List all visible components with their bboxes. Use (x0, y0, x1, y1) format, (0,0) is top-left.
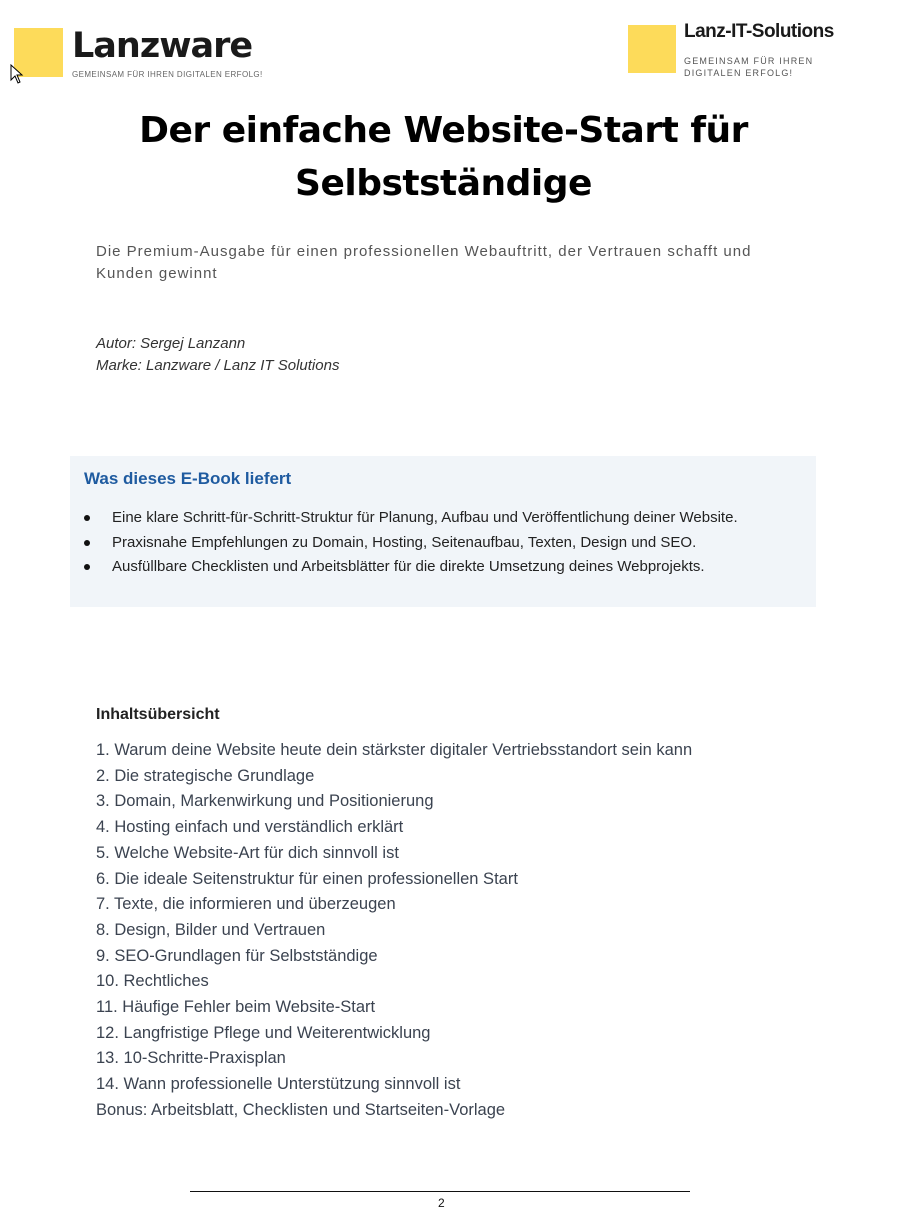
highlight-heading: Was dieses E-Book liefert (84, 469, 292, 488)
highlight-list (84, 506, 738, 580)
toc-item: 1. Warum deine Website heute dein stärkster digitaler Vertriebsstandort sein kann (96, 741, 693, 759)
toc-item: 10. Rechtliches (96, 972, 209, 991)
list-item (84, 555, 738, 580)
list-item (84, 506, 738, 531)
author-meta (96, 333, 339, 377)
table-of-contents (96, 738, 692, 1124)
bullet-icon (84, 540, 90, 546)
toc-item: 11. Häufige Fehler beim Website-Start (96, 998, 376, 1017)
toc-item: 14. Wann professionelle Unterstützung sinnvoll ist (96, 1075, 461, 1094)
subtitle: Die Premium-Ausgabe für einen professionellen Webauftritt, der Vertrauen schafft und Kunden gewinnt (96, 243, 752, 282)
logo-name: Lanzware (72, 26, 253, 66)
logo-square (628, 25, 676, 73)
toc-item: 4. Hosting einfach und verständlich erklärt (96, 818, 404, 837)
mouse-cursor-icon (10, 64, 24, 84)
toc-item: Bonus: Arbeitsblatt, Checklisten und Startseiten-Vorlage (96, 1100, 506, 1119)
toc-item: 2. Die strategische Grundlage (96, 766, 315, 785)
toc-item: 12. Langfristige Pflege und Weiterentwicklung (96, 1023, 431, 1042)
bullet-icon (84, 564, 90, 570)
toc-item: 7. Texte, die informieren und überzeugen (96, 895, 396, 914)
highlight-box (70, 456, 816, 607)
logo-tagline: GEMEINSAM FÜR IHREN DIGITALEN ERFOLG! (684, 56, 814, 78)
author: Autor: Sergej Lanzann (96, 335, 246, 352)
toc-item: 13. 10-Schritte-Praxisplan (96, 1049, 286, 1068)
list-item (84, 531, 738, 556)
logo-name: Lanz-IT-Solutions (684, 21, 834, 42)
toc-heading: Inhaltsübersicht (96, 706, 220, 723)
page-title: Der einfache Website-Start für Selbstständige (139, 110, 748, 204)
footer-divider (190, 1191, 690, 1192)
toc-item: 8. Design, Bilder und Vertrauen (96, 920, 326, 939)
brand: Marke: Lanzware / Lanz IT Solutions (96, 357, 340, 374)
bullet-icon (84, 515, 90, 521)
toc-item: 9. SEO-Grundlagen für Selbstständige (96, 946, 378, 965)
list-item-text: Praxisnahe Empfehlungen zu Domain, Hosting, Seitenaufbau, Texten, Design und SEO. (112, 533, 697, 551)
toc-item: 6. Die ideale Seitenstruktur für einen professionellen Start (96, 869, 518, 888)
toc-item: 5. Welche Website-Art für dich sinnvoll ist (96, 843, 399, 862)
logo-tagline: GEMEINSAM FÜR IHREN DIGITALEN ERFOLG! (72, 70, 263, 79)
page-number: 2 (438, 1196, 445, 1210)
list-item-text: Ausfüllbare Checklisten und Arbeitsblätter für die direkte Umsetzung deines Webprojekts. (112, 558, 705, 575)
toc-item: 3. Domain, Markenwirkung und Positionierung (96, 792, 434, 811)
list-item-text: Eine klare Schritt-für-Schritt-Struktur für Planung, Aufbau und Veröffentlichung deiner Website. (112, 509, 738, 526)
